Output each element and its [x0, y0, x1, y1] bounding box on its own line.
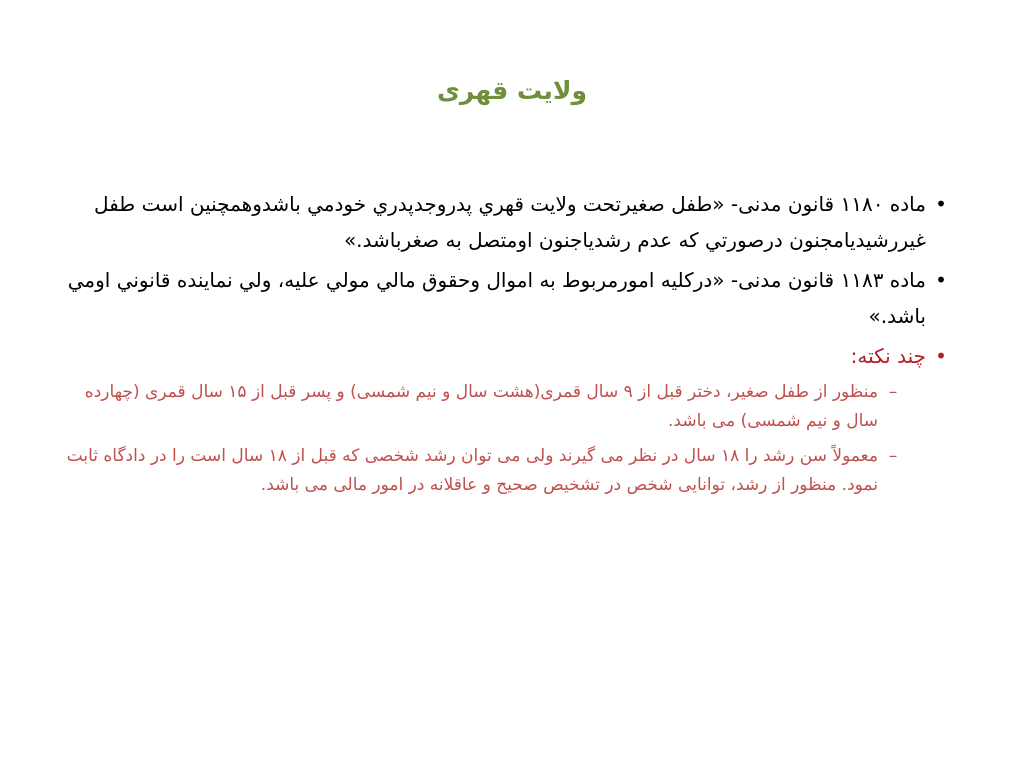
bullet-item-article-1183 [48, 262, 948, 334]
sub-bullet-item-minor-definition [48, 378, 948, 436]
sub-bullet-text: منظور از طفل صغیر، دختر قبل از ٩ سال قمری(هشت سال و نیم شمسی) و پسر قبل از ١۵ سال قمری (چهارده سال و نیم شمسی) می باشد. [84, 382, 878, 431]
bullet-text: ماده ١١٨٠ قانون مدنی- «طفل صغيرتحت ولايت قهري پدروجدپدري خودمي باشدوهمچنين است طفل غيررشيديامجنون درصورتي که عدم رشدياجنون اومتصل به صغرباشد.» [94, 192, 926, 252]
sub-bullet-item-maturity-age [48, 442, 948, 500]
bullet-marker: • [935, 268, 947, 292]
sub-bullet-marker: – [888, 382, 898, 402]
bullet-marker: • [935, 192, 947, 216]
bullet-text: چند نکته: [850, 344, 926, 368]
sub-bullet-text: معمولاً سن رشد را ١٨ سال در نظر می گیرند ولی می توان رشد شخصی که قبل از ١٨ سال است را در دادگاه ثابت نمود. منظور از رشد، توانایی شخص در تشخیص صحیح و عاقلانه در امور مالی می باشد. [66, 446, 878, 495]
bullet-item-notes-heading [48, 338, 948, 374]
bullet-item-article-1180 [48, 186, 948, 258]
sub-bullet-marker: – [888, 446, 898, 466]
slide-body [48, 186, 948, 506]
bullet-text: ماده ١١٨٣ قانون مدنی- «درکليه امورمربوط به اموال وحقوق مالي مولي عليه، ولي نماينده قانوني اومي باشد.» [67, 268, 926, 328]
bullet-marker: • [935, 344, 947, 368]
slide-title: ولایت قهری [436, 76, 588, 105]
